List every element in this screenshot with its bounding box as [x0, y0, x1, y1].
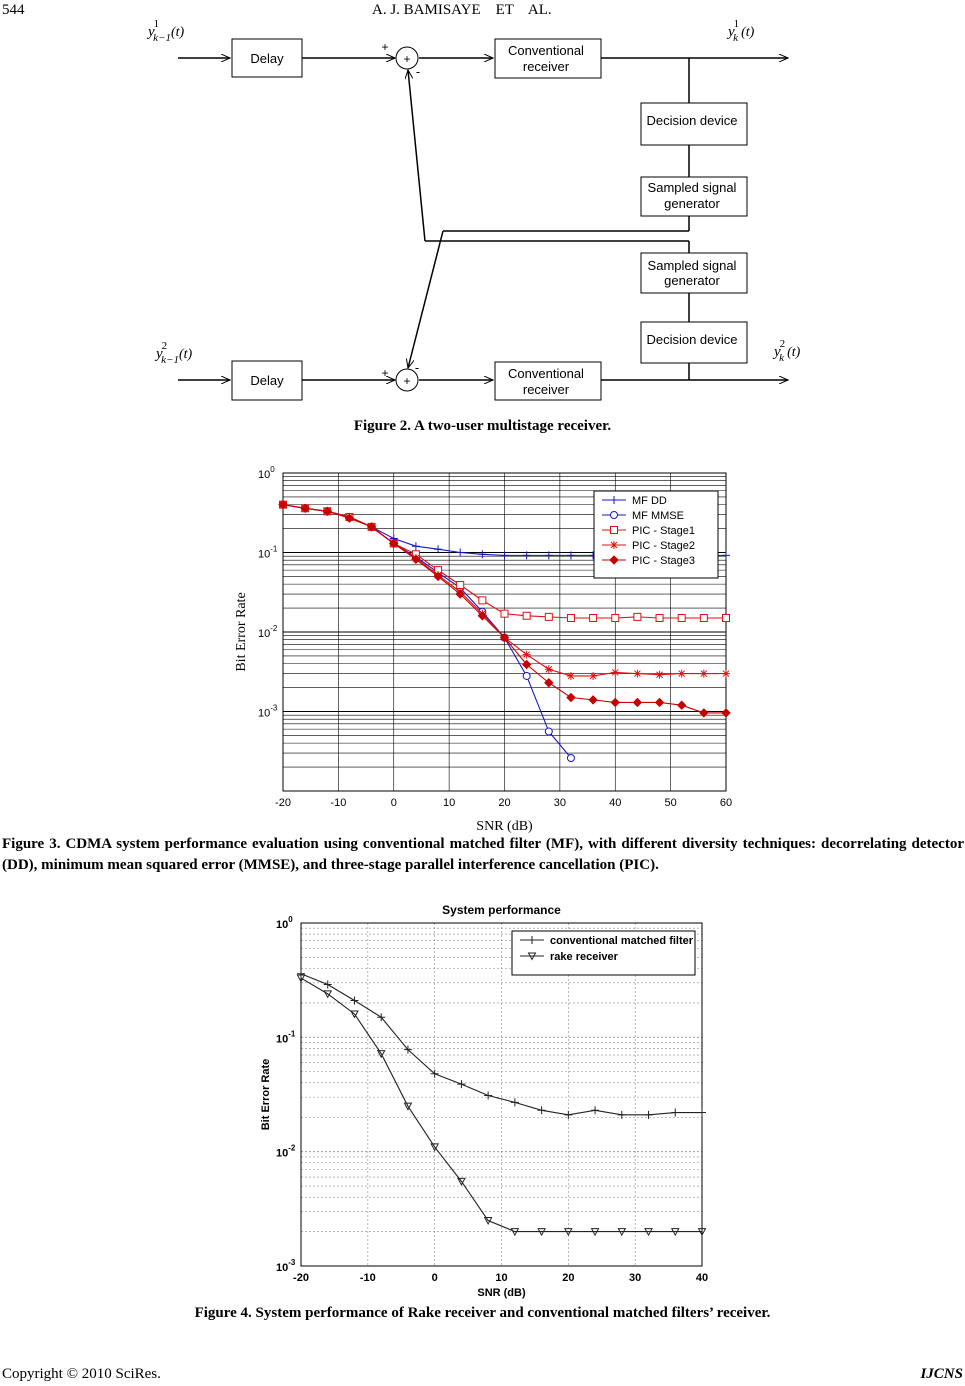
x-tick-label: -20 [275, 797, 291, 809]
data-point [698, 1109, 706, 1117]
figure2-caption: Figure 2. A two-user multistage receiver. [353, 418, 612, 434]
x-tick-label: 40 [695, 1272, 709, 1284]
y-tick-label: $10^{-1}$ [276, 1029, 296, 1046]
y-tick-label: $10^{-3}$ [276, 1258, 296, 1274]
legend-label: rake receiver [550, 951, 618, 963]
legend-label: conventional matched filter [550, 935, 694, 947]
conv-label-top-1: Conventional [508, 43, 584, 58]
y-tick-label: $10^0$ [258, 465, 275, 481]
summer-minus-bottom: - [414, 360, 420, 375]
legend-label: PIC - Stage3 [632, 555, 695, 567]
running-title: A. J. BAMISAYE ET AL. [372, 2, 552, 18]
x-tick-label: -20 [293, 1272, 309, 1284]
sampled-label-bottom-2: generator [664, 273, 720, 288]
input-signal-user2: y2 k−1(t) [156, 340, 193, 366]
x-tick-label: 20 [498, 797, 511, 809]
x-tick-label: 60 [719, 797, 733, 809]
y-tick-label: $10^0$ [276, 915, 293, 931]
y-tick-label: $10^{-2}$ [276, 1143, 296, 1160]
conv-label-top-2: receiver [522, 59, 570, 74]
legend-label: MF DD [632, 495, 667, 507]
data-point [591, 1106, 599, 1114]
legend-label: MF MMSE [632, 510, 684, 522]
decision-label-bottom: Decision device [646, 332, 738, 347]
decision-label-top: Decision device [646, 113, 738, 128]
summer-plus-bottom: + [381, 366, 389, 380]
x-tick-label: 20 [562, 1272, 575, 1284]
figure4-caption: Figure 4. System performance of Rake receiver and conventional matched filters’ receiver. [194, 1305, 771, 1321]
data-point [618, 1111, 626, 1119]
x-axis-label: SNR (dB) [476, 819, 533, 834]
summer-symbol-top: + [403, 52, 411, 66]
x-tick-label: -10 [330, 797, 347, 809]
input-signal-user1: y1 k−1(t) [148, 18, 185, 44]
chart-title: System performance [442, 903, 561, 917]
conv-label-bottom-1: Conventional [508, 366, 584, 381]
x-tick-label: 40 [609, 797, 622, 809]
y-tick-label: $10^{-3}$ [258, 703, 278, 720]
data-point [538, 1106, 546, 1114]
x-tick-label: 0 [431, 1272, 438, 1284]
x-tick-label: -10 [359, 1272, 376, 1284]
data-point [645, 1111, 653, 1119]
summer-plus-top: + [381, 40, 389, 54]
summer-symbol-bottom: + [403, 374, 411, 388]
figure3-caption: Figure 3. CDMA system performance evaluation using conventional matched filter (MF), with different diversity techniques: decorrelating detector (DD), minimum mean squared error (MMSE), and three-stage parallel interference cancellation (PIC). [2, 836, 964, 873]
data-point [671, 1109, 679, 1117]
figure4-group [260, 903, 708, 1299]
copyright-notice: Copyright © 2010 SciRes. [2, 1366, 161, 1382]
y-axis-label: Bit Error Rate [260, 1058, 272, 1131]
output-signal-user1: y1 k (t) [728, 18, 755, 44]
conv-label-bottom-2: receiver [522, 382, 570, 397]
legend-label: PIC - Stage1 [632, 525, 695, 537]
x-tick-label: 50 [664, 797, 677, 809]
x-axis-label: SNR (dB) [477, 1287, 526, 1299]
x-tick-label: 10 [443, 797, 456, 809]
data-point [564, 1111, 572, 1119]
output-signal-user2: y2 k (t) [774, 338, 801, 364]
data-point [324, 980, 332, 988]
data-point [511, 1098, 519, 1106]
x-tick-label: 30 [629, 1272, 642, 1284]
y-axis-label: Bit Error Rate [234, 592, 249, 672]
page-number: 544 [2, 2, 25, 18]
delay-label-top: Delay [250, 51, 284, 66]
y-tick-label: $10^{-1}$ [258, 544, 278, 561]
y-tick-label: $10^{-2}$ [258, 624, 278, 640]
sampled-label-bottom-1: Sampled signal [647, 258, 737, 273]
data-point [484, 1091, 492, 1099]
sampled-label-top-1: Sampled signal [647, 180, 737, 195]
data-point [350, 996, 358, 1004]
x-tick-label: 10 [495, 1272, 508, 1284]
x-tick-label: 0 [390, 797, 397, 809]
x-tick-label: 30 [553, 797, 566, 809]
journal-name: IJCNS [920, 1366, 963, 1382]
data-point [457, 1080, 465, 1088]
sampled-label-top-2: generator [664, 196, 720, 211]
delay-label-bottom: Delay [250, 373, 284, 388]
summer-minus-top: - [415, 64, 421, 79]
legend-label: PIC - Stage2 [632, 540, 695, 552]
